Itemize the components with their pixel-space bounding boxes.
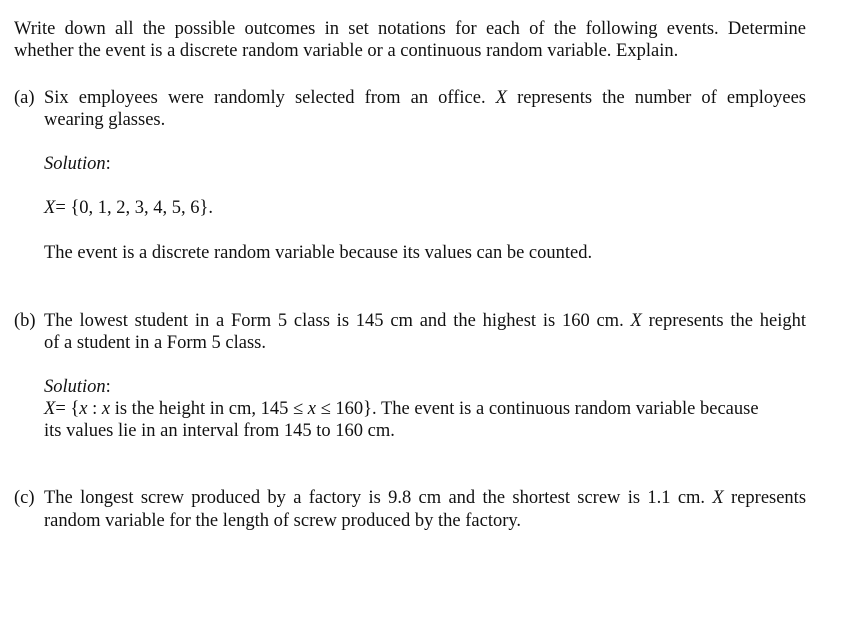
part-b-answer-x3: x	[307, 399, 317, 419]
part-b-answer-x1: x	[79, 399, 88, 419]
part-a-question-post: represents the number of employees	[517, 88, 806, 108]
part-b-answer-line-2	[44, 420, 395, 442]
part-a-solution-colon: :	[105, 154, 111, 174]
part-a-question-line-2	[44, 109, 165, 131]
part-a-label	[14, 87, 35, 109]
part-c-label-text: (c)	[14, 488, 35, 508]
part-b-variable: X	[630, 311, 642, 331]
part-c-question-line-1	[44, 487, 806, 509]
part-a-answer	[44, 197, 213, 219]
intro-line-1	[14, 18, 806, 40]
part-a-solution-heading	[44, 153, 111, 175]
part-a-question-pre: Six employees were randomly selected from an office.	[44, 88, 486, 108]
part-a-explanation	[44, 242, 592, 264]
part-b-question-line-2-text: of a student in a Form 5 class.	[44, 333, 266, 353]
part-c-question-line-2	[44, 510, 521, 532]
part-c-label	[14, 487, 35, 509]
part-c-variable: X	[712, 488, 724, 508]
part-b-solution-colon: :	[105, 377, 111, 397]
part-b-question-line-2	[44, 332, 266, 354]
part-a-question-line-1	[44, 87, 806, 109]
part-c-question-pre: The longest screw produced by a factory is 9.8 cm and the shortest screw is 1.1 cm.	[44, 488, 706, 508]
part-b-solution-label: Solution	[44, 377, 106, 397]
intro-line-2	[14, 40, 678, 62]
part-a-variable: X	[495, 88, 507, 108]
part-b-question-pre: The lowest student in a Form 5 class is 145 cm and the highest is 160 cm.	[44, 311, 624, 331]
part-a-answer-set: = {0, 1, 2, 3, 4, 5, 6}.	[55, 198, 214, 218]
part-b-answer-mid: is the height in cm, 145 ≤	[110, 399, 308, 419]
part-c-question-post: represents	[731, 488, 807, 508]
part-b-answer-colon: :	[87, 399, 102, 419]
part-b-answer-line-2-text: its values lie in an interval from 145 to 160 cm.	[44, 421, 395, 441]
part-a-answer-variable: X	[44, 198, 56, 218]
part-a-solution-label: Solution	[44, 154, 106, 174]
part-a-explanation-text: The event is a discrete random variable because its values can be counted.	[44, 243, 593, 263]
part-b-answer-line-1	[44, 398, 806, 420]
part-b-question-line-1	[44, 310, 806, 332]
intro-text-2: whether the event is a discrete random variable or a continuous random variable. Explain.	[14, 41, 679, 61]
part-a-label-text: (a)	[14, 88, 35, 108]
part-b-answer-x2: x	[101, 399, 111, 419]
part-b-solution-heading	[44, 376, 111, 398]
part-b-label	[14, 310, 36, 332]
part-a-question-line-2-text: wearing glasses.	[44, 110, 166, 130]
part-b-label-text: (b)	[14, 311, 36, 331]
part-c-question-line-2-text: random variable for the length of screw produced by the factory.	[44, 511, 522, 531]
part-b-question-post: represents the height	[648, 311, 807, 331]
part-b-answer-open: = {	[55, 399, 80, 419]
intro-text-1: Write down all the possible outcomes in set notations for each of the following events. Determine	[14, 19, 806, 39]
part-b-answer-variable: X	[44, 399, 56, 419]
part-b-answer-post: ≤ 160}. The event is a continuous random variable because	[316, 399, 759, 419]
